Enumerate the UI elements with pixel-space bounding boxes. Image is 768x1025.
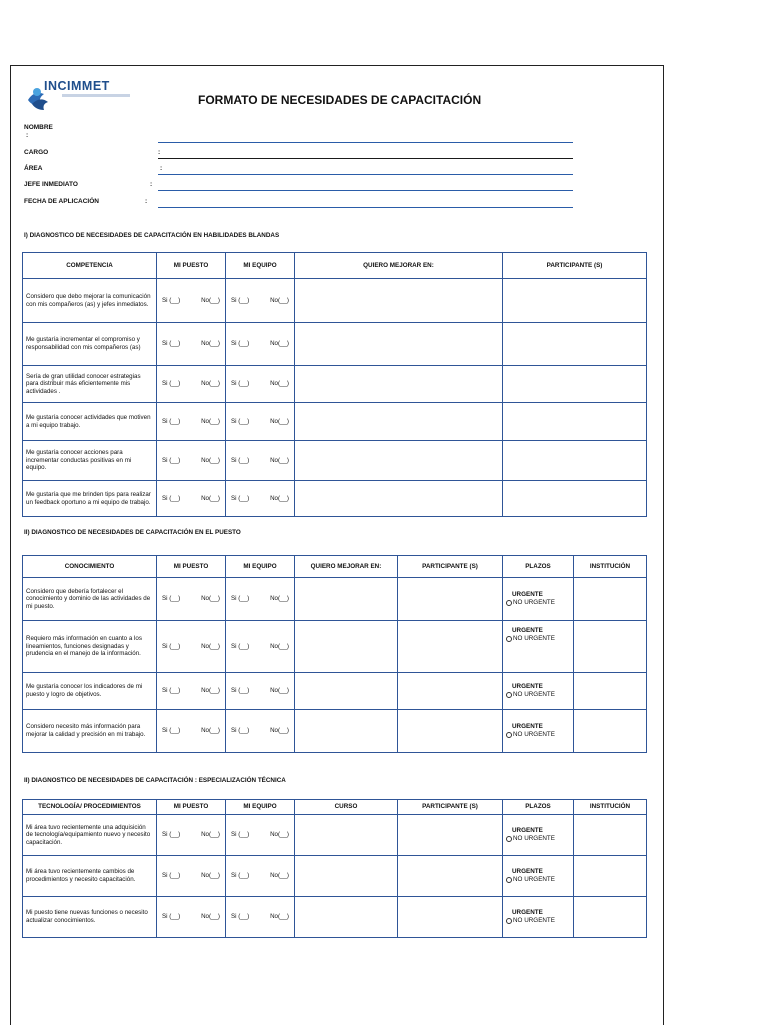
mi-puesto-cell[interactable] (157, 403, 226, 441)
mi-equipo-cell[interactable] (226, 578, 295, 621)
field-line-jefe[interactable] (158, 190, 573, 191)
not-urgent-label: NO URGENTE (513, 835, 555, 842)
quiero-mejorar-cell[interactable] (295, 621, 398, 673)
urgent-label: URGENTE (512, 683, 543, 690)
header-quiero-mejorar: QUIERO MEJORAR EN: (295, 253, 503, 279)
yes-option[interactable]: Si (__) (231, 340, 250, 348)
urgent-label: URGENTE (512, 868, 543, 875)
mi-equipo-cell[interactable] (226, 366, 295, 403)
not-urgent-option[interactable] (506, 635, 570, 643)
mi-equipo-cell[interactable] (226, 710, 295, 753)
header-tecnologia: TECNOLOGÍA/ PROCEDIMIENTOS (23, 800, 157, 815)
table-row (23, 621, 647, 673)
institucion-cell[interactable] (574, 897, 647, 938)
no-option[interactable]: No(__) (201, 687, 220, 695)
header-conocimiento: CONOCIMIENTO (23, 556, 157, 578)
no-option[interactable]: No(__) (270, 913, 289, 921)
yes-option[interactable]: Si (__) (231, 727, 250, 735)
field-colon-area: : (160, 165, 163, 172)
section-2-title: II) DIAGNOSTICO DE NECESIDADES DE CAPACITACIÓN EN EL PUESTO (24, 529, 241, 536)
table-row (23, 323, 647, 366)
header-quiero-mejorar: QUIERO MEJORAR EN: (295, 556, 398, 578)
quiero-mejorar-cell[interactable] (295, 403, 503, 441)
participante-cell[interactable] (398, 673, 503, 710)
not-urgent-option[interactable] (506, 917, 570, 925)
institucion-cell[interactable] (574, 815, 647, 856)
yes-option[interactable]: Si (__) (162, 340, 181, 348)
quiero-mejorar-cell[interactable] (295, 323, 503, 366)
section-1-title: I) DIAGNOSTICO DE NECESIDADES DE CAPACITACIÓN EN HABILIDADES BLANDAS (24, 232, 280, 239)
participante-cell[interactable] (398, 897, 503, 938)
question-text: Mi área tuvo recientemente una adquisición de tecnología/equipamiento nuevo y necesito capacitación. (23, 815, 157, 856)
urgent-option[interactable] (506, 591, 570, 599)
plazos-cell (503, 710, 574, 753)
no-option[interactable]: No(__) (270, 494, 289, 502)
participante-cell[interactable] (503, 481, 647, 517)
soft-skills-table (22, 252, 647, 517)
participante-cell[interactable] (503, 366, 647, 403)
question-text: Me gustaría conocer actividades que motiven a mi equipo trabajo. (23, 403, 157, 441)
field-label-fecha: FECHA DE APLICACIÓN (24, 198, 99, 205)
question-text: Sería de gran utilidad conocer estrategias para distribuir más eficientemente mis actividades . (23, 366, 157, 403)
mi-equipo-cell[interactable] (226, 673, 295, 710)
urgent-label: URGENTE (512, 591, 543, 598)
table-row (23, 815, 647, 856)
participante-cell[interactable] (503, 441, 647, 481)
header-participante: PARTICIPANTE (S) (398, 800, 503, 815)
field-line-cargo[interactable] (158, 158, 573, 159)
question-text: Me gustaría que me brinden tips para realizar un feedback oportuno a mi equipo de trabajo. (23, 481, 157, 517)
no-option[interactable]: No(__) (201, 831, 220, 839)
field-label-nombre: NOMBRE (24, 124, 53, 131)
question-text: Me gustaría conocer los indicadores de mi puesto y logro de objetivos. (23, 673, 157, 710)
mi-puesto-cell[interactable] (157, 481, 226, 517)
yes-option[interactable]: Si (__) (231, 595, 250, 603)
no-option[interactable]: No(__) (270, 687, 289, 695)
no-option[interactable]: No(__) (270, 340, 289, 348)
header-participante: PARTICIPANTE (S) (503, 253, 647, 279)
no-option[interactable]: No(__) (270, 642, 289, 650)
radio-circle-icon[interactable] (506, 636, 512, 642)
quiero-mejorar-cell[interactable] (295, 710, 398, 753)
yes-option[interactable]: Si (__) (231, 494, 250, 502)
yes-option[interactable]: Si (__) (162, 494, 181, 502)
mi-equipo-cell[interactable] (226, 323, 295, 366)
plazos-cell (503, 621, 574, 673)
header-mi-equipo: MI EQUIPO (226, 800, 295, 815)
yes-option[interactable]: Si (__) (231, 687, 250, 695)
header-participante: PARTICIPANTE (S) (398, 556, 503, 578)
mi-equipo-cell[interactable] (226, 815, 295, 856)
mi-equipo-cell[interactable] (226, 481, 295, 517)
plazos-cell (503, 578, 574, 621)
curso-cell[interactable] (295, 897, 398, 938)
mi-puesto-cell[interactable] (157, 856, 226, 897)
mi-puesto-cell[interactable] (157, 366, 226, 403)
mi-equipo-cell[interactable] (226, 441, 295, 481)
question-text: Considero necesito más información para mejorar la calidad y precisión en mi trabajo. (23, 710, 157, 753)
participante-cell[interactable] (398, 578, 503, 621)
header-institucion: INSTITUCIÓN (574, 800, 647, 815)
question-text: Mi área tuvo recientemente cambios de procedimientos y necesito capacitación. (23, 856, 157, 897)
participante-cell[interactable] (503, 403, 647, 441)
yes-option[interactable]: Si (__) (231, 296, 250, 304)
urgent-option[interactable] (506, 627, 570, 635)
no-option[interactable]: No(__) (201, 494, 220, 502)
quiero-mejorar-cell[interactable] (295, 366, 503, 403)
header-mi-puesto: MI PUESTO (157, 556, 226, 578)
section-3-title: II) DIAGNOSTICO DE NECESIDADES DE CAPACITACIÓN : ESPECIALIZACIÓN TÉCNICA (24, 777, 286, 784)
yes-option[interactable]: Si (__) (231, 831, 250, 839)
no-option[interactable]: No(__) (270, 456, 289, 464)
field-colon-fecha: : (145, 198, 148, 205)
participante-cell[interactable] (503, 279, 647, 323)
yes-option[interactable]: Si (__) (162, 872, 181, 880)
mi-puesto-cell[interactable] (157, 279, 226, 323)
yes-option[interactable]: Si (__) (162, 913, 181, 921)
no-option[interactable]: No(__) (270, 872, 289, 880)
no-option[interactable]: No(__) (201, 380, 220, 388)
participante-cell[interactable] (398, 815, 503, 856)
not-urgent-label: NO URGENTE (513, 917, 555, 924)
mi-equipo-cell[interactable] (226, 897, 295, 938)
header-plazos: PLAZOS (503, 800, 574, 815)
institucion-cell[interactable] (574, 578, 647, 621)
mi-puesto-cell[interactable] (157, 578, 226, 621)
field-line-fecha[interactable] (158, 207, 573, 208)
mi-puesto-cell[interactable] (157, 710, 226, 753)
field-label-cargo: CARGO (24, 149, 49, 156)
plazos-cell (503, 815, 574, 856)
question-text: Requiero más información en cuanto a los lineamientos, funciones designadas y prudencia en el manejo de la información. (23, 621, 157, 673)
not-urgent-option[interactable] (506, 731, 570, 739)
yes-option[interactable]: Si (__) (162, 456, 181, 464)
yes-option[interactable]: Si (__) (162, 380, 181, 388)
table-row (23, 673, 647, 710)
participante-cell[interactable] (398, 621, 503, 673)
field-line-nombre[interactable] (158, 142, 573, 143)
question-text: Me gustaría conocer acciones para incrementar conductas positivas en mi equipo. (23, 441, 157, 481)
header-competencia: COMPETENCIA (23, 253, 157, 279)
urgent-option[interactable] (506, 868, 570, 876)
header-mi-equipo: MI EQUIPO (226, 253, 295, 279)
participante-cell[interactable] (398, 856, 503, 897)
quiero-mejorar-cell[interactable] (295, 441, 503, 481)
not-urgent-option[interactable] (506, 876, 570, 884)
radio-circle-icon[interactable] (506, 877, 512, 883)
yes-option[interactable]: Si (__) (162, 595, 181, 603)
mi-puesto-cell[interactable] (157, 441, 226, 481)
no-option[interactable]: No(__) (201, 417, 220, 425)
urgent-option[interactable] (506, 723, 570, 731)
no-option[interactable]: No(__) (201, 913, 220, 921)
question-text: Considero que debería fortalecer el conocimiento y dominio de las actividades de mi puesto. (23, 578, 157, 621)
urgent-option[interactable] (506, 683, 570, 691)
not-urgent-label: NO URGENTE (513, 691, 555, 698)
not-urgent-option[interactable] (506, 835, 570, 843)
field-colon-cargo: : (158, 149, 161, 156)
no-option[interactable]: No(__) (270, 296, 289, 304)
no-option[interactable]: No(__) (201, 296, 220, 304)
table-row (23, 441, 647, 481)
no-option[interactable]: No(__) (270, 417, 289, 425)
header-mi-puesto: MI PUESTO (157, 800, 226, 815)
radio-circle-icon[interactable] (506, 918, 512, 924)
quiero-mejorar-cell[interactable] (295, 578, 398, 621)
quiero-mejorar-cell[interactable] (295, 279, 503, 323)
field-line-area[interactable] (158, 174, 573, 175)
participante-cell[interactable] (503, 323, 647, 366)
not-urgent-label: NO URGENTE (513, 876, 555, 883)
no-option[interactable]: No(__) (201, 340, 220, 348)
header-mi-puesto: MI PUESTO (157, 253, 226, 279)
mi-puesto-cell[interactable] (157, 323, 226, 366)
not-urgent-option[interactable] (506, 691, 570, 699)
no-option[interactable]: No(__) (270, 727, 289, 735)
urgent-label: URGENTE (512, 909, 543, 916)
institucion-cell[interactable] (574, 710, 647, 753)
table-row (23, 481, 647, 517)
table-row (23, 403, 647, 441)
question-text: Me gustaría incrementar el compromiso y responsabilidad con mis compañeros (as) (23, 323, 157, 366)
mi-puesto-cell[interactable] (157, 897, 226, 938)
table-row (23, 710, 647, 753)
field-colon-jefe: : (150, 181, 153, 188)
yes-option[interactable]: Si (__) (231, 417, 250, 425)
field-colon-nombre: : (26, 132, 29, 139)
header-mi-equipo: MI EQUIPO (226, 556, 295, 578)
institucion-cell[interactable] (574, 673, 647, 710)
yes-option[interactable]: Si (__) (162, 296, 181, 304)
mi-equipo-cell[interactable] (226, 856, 295, 897)
urgent-label: URGENTE (512, 627, 543, 634)
participante-cell[interactable] (398, 710, 503, 753)
logo-name: INCIMMET (44, 79, 110, 93)
plazos-cell (503, 897, 574, 938)
mi-puesto-cell[interactable] (157, 621, 226, 673)
table-row (23, 578, 647, 621)
mi-equipo-cell[interactable] (226, 403, 295, 441)
mi-puesto-cell[interactable] (157, 815, 226, 856)
field-label-area: ÁREA (24, 165, 43, 172)
table-row (23, 279, 647, 323)
no-option[interactable]: No(__) (201, 727, 220, 735)
no-option[interactable]: No(__) (270, 380, 289, 388)
curso-cell[interactable] (295, 815, 398, 856)
question-text: Considero que debo mejorar la comunicación con mis compañeros (as) y jefes inmediatos. (23, 279, 157, 323)
radio-circle-icon[interactable] (506, 732, 512, 738)
institucion-cell[interactable] (574, 621, 647, 673)
header-institucion: INSTITUCIÓN (574, 556, 647, 578)
radio-circle-icon[interactable] (506, 836, 512, 842)
document-title: FORMATO DE NECESIDADES DE CAPACITACIÓN (198, 93, 482, 107)
yes-option[interactable]: Si (__) (162, 642, 181, 650)
technical-specialization-table (22, 799, 647, 938)
quiero-mejorar-cell[interactable] (295, 481, 503, 517)
mi-equipo-cell[interactable] (226, 621, 295, 673)
curso-cell[interactable] (295, 856, 398, 897)
no-option[interactable]: No(__) (270, 831, 289, 839)
job-knowledge-table (22, 555, 647, 753)
urgent-label: URGENTE (512, 723, 543, 730)
mi-puesto-cell[interactable] (157, 673, 226, 710)
table-row (23, 897, 647, 938)
logo-tagline-bar (62, 94, 130, 97)
table-row (23, 856, 647, 897)
urgent-option[interactable] (506, 827, 570, 835)
urgent-option[interactable] (506, 909, 570, 917)
header-plazos: PLAZOS (503, 556, 574, 578)
question-text: Mi puesto tiene nuevas funciones o necesito actualizar conocimientos. (23, 897, 157, 938)
header-curso: CURSO (295, 800, 398, 815)
yes-option[interactable]: Si (__) (231, 456, 250, 464)
no-option[interactable]: No(__) (201, 456, 220, 464)
institucion-cell[interactable] (574, 856, 647, 897)
yes-option[interactable]: Si (__) (162, 417, 181, 425)
no-option[interactable]: No(__) (201, 642, 220, 650)
radio-circle-icon[interactable] (506, 600, 512, 606)
no-option[interactable]: No(__) (201, 595, 220, 603)
field-label-jefe: JEFE INMEDIATO (24, 181, 78, 188)
yes-option[interactable]: Si (__) (162, 831, 181, 839)
yes-option[interactable]: Si (__) (231, 872, 250, 880)
no-option[interactable]: No(__) (201, 872, 220, 880)
urgent-label: URGENTE (512, 827, 543, 834)
plazos-cell (503, 856, 574, 897)
plazos-cell (503, 673, 574, 710)
yes-option[interactable]: Si (__) (231, 642, 250, 650)
not-urgent-label: NO URGENTE (513, 599, 555, 606)
not-urgent-label: NO URGENTE (513, 731, 555, 738)
quiero-mejorar-cell[interactable] (295, 673, 398, 710)
yes-option[interactable]: Si (__) (162, 687, 181, 695)
yes-option[interactable]: Si (__) (231, 913, 250, 921)
mi-equipo-cell[interactable] (226, 279, 295, 323)
not-urgent-label: NO URGENTE (513, 635, 555, 642)
no-option[interactable]: No(__) (270, 595, 289, 603)
not-urgent-option[interactable] (506, 599, 570, 607)
radio-circle-icon[interactable] (506, 692, 512, 698)
table-row (23, 366, 647, 403)
yes-option[interactable]: Si (__) (162, 727, 181, 735)
yes-option[interactable]: Si (__) (231, 380, 250, 388)
